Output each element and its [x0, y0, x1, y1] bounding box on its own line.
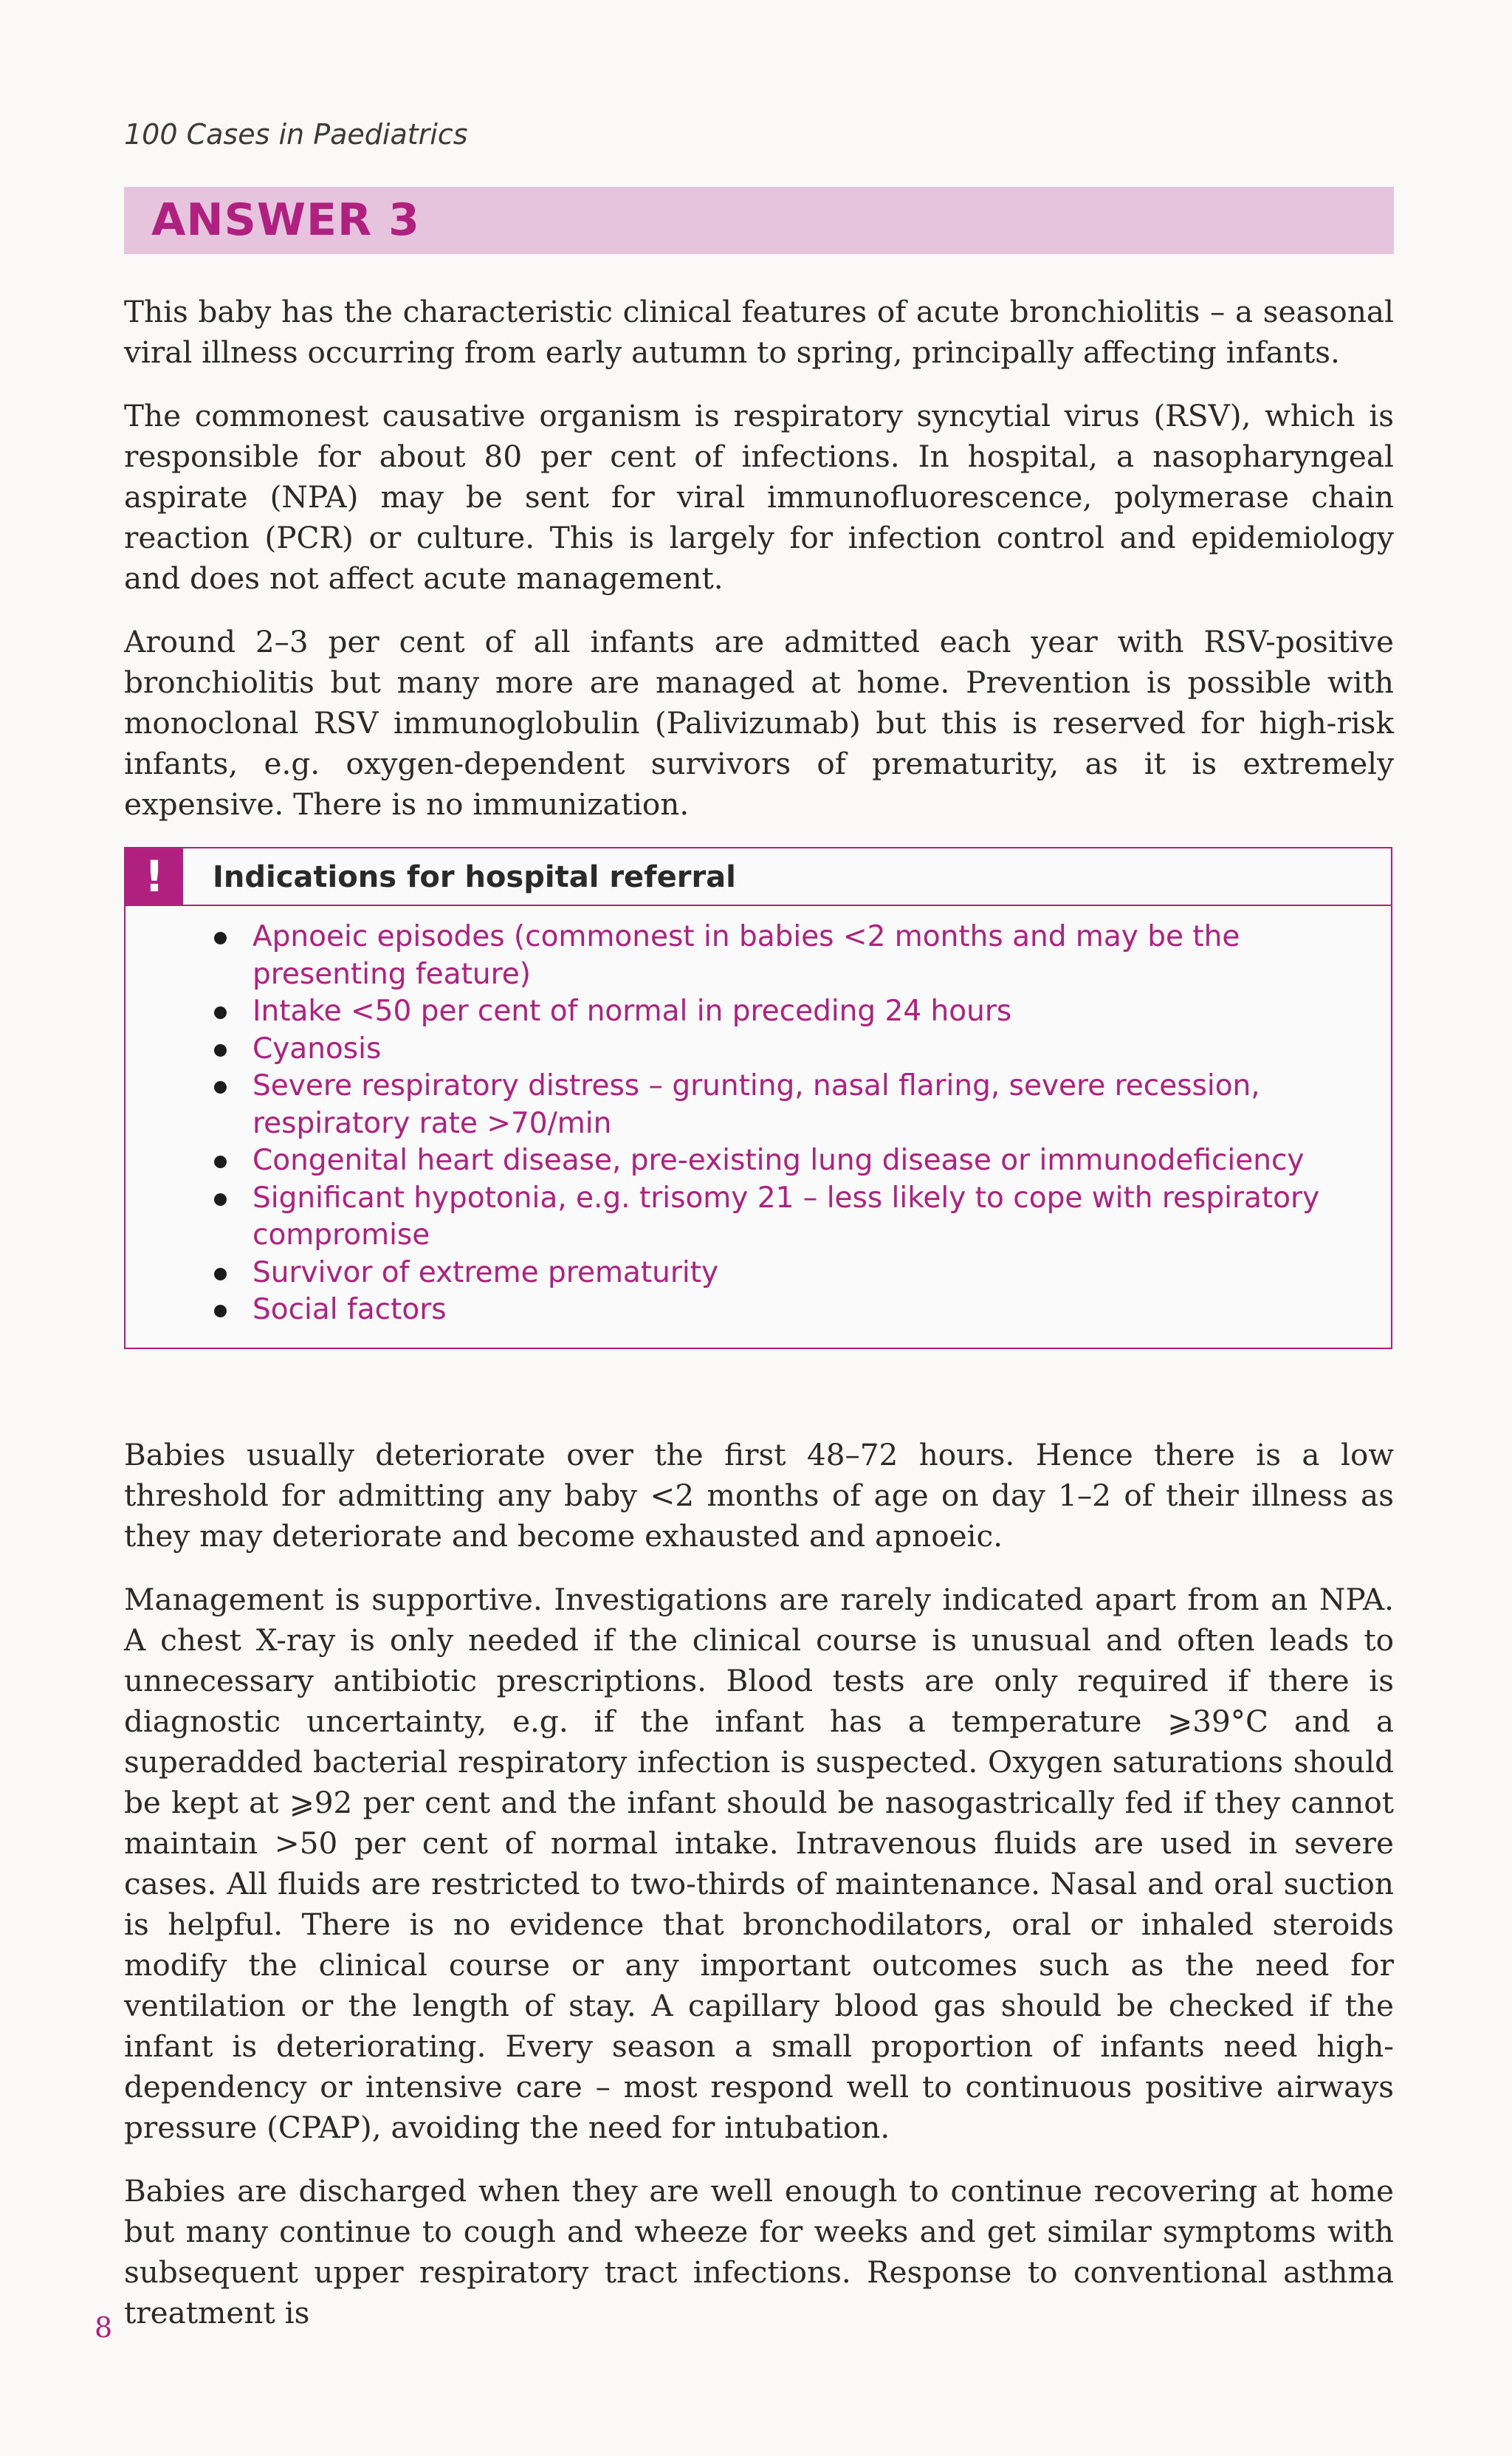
callout-title: Indications for hospital referral: [213, 860, 736, 894]
list-item: Congenital heart disease, pre-existing lung disease or immunodeficiency: [214, 1142, 1366, 1180]
list-item: Social factors: [214, 1292, 1366, 1329]
answer-header-band: [124, 187, 1394, 254]
list-item: Apnoeic episodes (commonest in babies <2 months and may be the presenting feature): [214, 919, 1366, 993]
paragraph-prevention: Around 2–3 per cent of all infants are admitted each year with RSV-positive bronchiolitis but many more are managed at home. Prevention is possible with monoclonal RSV immunoglobulin (Palivizumab) but this is reserved for high-risk infants, e.g. oxygen-dependent survivors of prematurity, as it is extremely expensive. There is no immunization.: [124, 624, 1394, 822]
bullet-icon: [214, 1268, 227, 1280]
exclamation-icon: !: [126, 848, 183, 905]
bottom-text-block: [124, 1435, 1394, 2333]
referral-list: [214, 919, 1366, 1329]
paragraph-management: Management is supportive. Investigations are rarely indicated apart from an NPA. A chest X-ray is only needed if the clinical course is unusual and often leads to unnecessary antibiotic prescriptions. Blood tests are only required if there is diagnostic uncertainty, e.g. if the infant has a temperature ⩾39°C and a superadded bacterial respiratory infection is suspected. Oxygen saturations should be kept at ⩾92 per cent and the infant should be nasogastrically fed if they cannot maintain >50 per cent of normal intake. Intravenous fluids are used in severe cases. All fluids are restricted to two-thirds of maintenance. Nasal and oral suction is helpful. There is no evidence that bronchodilators, oral or inhaled steroids modify the clinical course or any important outcomes such as the need for ventilation or the length of stay. A capillary blood gas should be checked if the infant is deteriorating. Every season a small proportion of infants need high-dependency or intensive care – most respond well to continuous positive airways pressure (CPAP), avoiding the need for intubation.: [124, 1582, 1394, 2145]
callout-header: [126, 848, 1391, 906]
running-head: 100 Cases in Paediatrics: [124, 118, 468, 151]
list-item: Cyanosis: [214, 1031, 1366, 1069]
bullet-icon: [214, 1081, 227, 1094]
paragraph-discharge: Babies are discharged when they are well enough to continue recovering at home but many continue to cough and wheeze for weeks and get similar symptoms with subsequent upper respiratory tract infections. Response to conventional asthma treatment is: [124, 2173, 1394, 2330]
bullet-icon: [214, 1006, 227, 1019]
answer-title: ANSWER 3: [151, 194, 420, 246]
bullet-icon: [214, 1305, 227, 1317]
bullet-icon: [214, 1156, 227, 1168]
bullet-icon: [214, 1044, 227, 1057]
top-text-block: [124, 292, 1394, 825]
list-item: Survivor of extreme prematurity: [214, 1255, 1366, 1292]
referral-callout-box: [124, 847, 1392, 1349]
paragraph-organism: The commonest causative organism is respiratory syncytial virus (RSV), which is responsible for about 80 per cent of infections. In hospital, a nasopharyngeal aspirate (NPA) may be sent for viral immunofluorescence, polymerase chain reaction (PCR) or culture. This is largely for infection control and epidemiology and does not affect acute management.: [124, 398, 1394, 596]
bullet-icon: [214, 932, 227, 944]
paragraph-intro: This baby has the characteristic clinical features of acute bronchiolitis – a seasonal viral illness occurring from early autumn to spring, principally affecting infants.: [124, 294, 1394, 370]
bullet-icon: [214, 1193, 227, 1206]
list-item: Intake <50 per cent of normal in preceding 24 hours: [214, 993, 1366, 1031]
paragraph-deterioration: Babies usually deteriorate over the first 48–72 hours. Hence there is a low threshold for admitting any baby <2 months of age on day 1–2 of their illness as they may deteriorate and become exhausted and apnoeic.: [124, 1437, 1394, 1554]
list-item: Severe respiratory distress – grunting, nasal flaring, severe recession, respiratory rate >70/min: [214, 1068, 1366, 1142]
page-number: 8: [94, 2311, 113, 2344]
list-item: Significant hypotonia, e.g. trisomy 21 – less likely to cope with respiratory compromise: [214, 1180, 1366, 1255]
